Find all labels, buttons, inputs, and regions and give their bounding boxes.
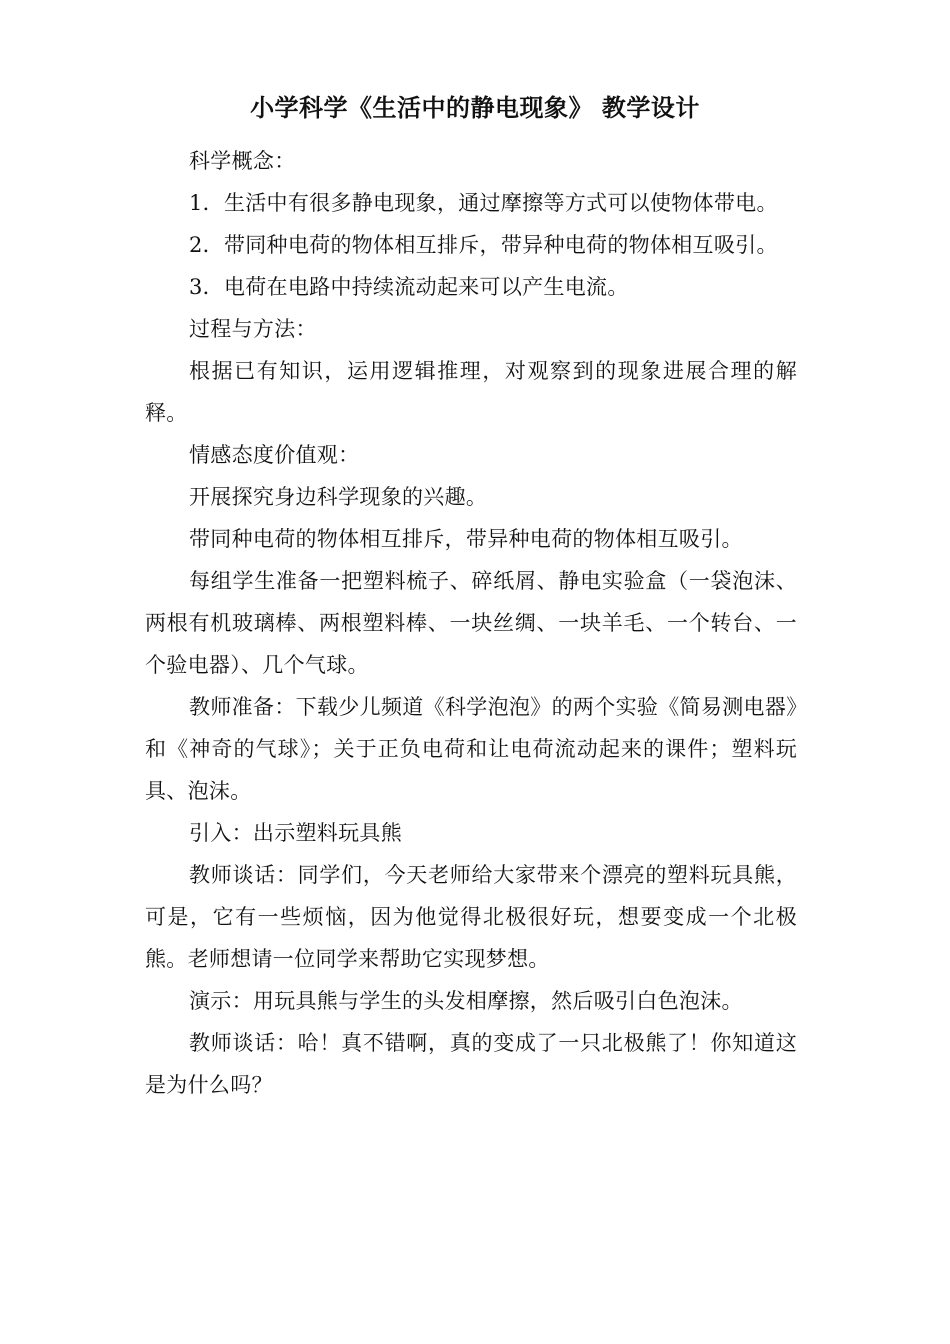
- paragraph-teacher-materials: 教师准备：下载少儿频道《科学泡泡》的两个实验《简易测电器》和《神奇的气球》；关于正负电荷和让电荷流动起来的课件；塑料玩具、泡沫。: [145, 695, 797, 803]
- paragraph-attitude-heading: 情感态度价值观：: [189, 443, 360, 467]
- paragraph-student-materials: 每组学生准备一把塑料梳子、碎纸屑、静电实验盒（一袋泡沫、两根有机玻璃棒、两根塑料棒、一块丝绸、一块羊毛、一个转台、一个验电器）、几个气球。: [145, 569, 797, 677]
- paragraph-attitude-2: 带同种电荷的物体相互排斥，带异种电荷的物体相互吸引。: [189, 527, 743, 551]
- paragraph-demonstration: 演示：用玩具熊与学生的头发相摩擦，然后吸引白色泡沫。: [189, 989, 743, 1013]
- paragraph-concept-2: 2．带同种电荷的物体相互排斥，带异种电荷的物体相互吸引。: [189, 233, 778, 257]
- paragraph-science-concept-heading: 科学概念：: [189, 149, 296, 173]
- paragraph-process-method-heading: 过程与方法：: [189, 317, 317, 341]
- paragraph-concept-1: 1．生活中有很多静电现象，通过摩擦等方式可以使物体带电。: [189, 191, 778, 215]
- paragraph-concept-3: 3．电荷在电路中持续流动起来可以产生电流。: [189, 275, 629, 299]
- paragraph-attitude-1: 开展探究身边科学现象的兴趣。: [189, 485, 488, 509]
- paragraph-teacher-talk-1: 教师谈话：同学们，今天老师给大家带来个漂亮的塑料玩具熊，可是，它有一些烦恼，因为他觉得北极很好玩，想要变成一个北极熊。老师想请一位同学来帮助它实现梦想。: [145, 863, 797, 971]
- document-body: [145, 140, 797, 1106]
- paragraph-introduction: 引入：出示塑料玩具熊: [189, 821, 402, 845]
- paragraph-process-method: 根据已有知识，运用逻辑推理，对观察到的现象进展合理的解释。: [145, 359, 797, 425]
- document-title: 小学科学《生活中的静电现象》 教学设计: [250, 94, 700, 122]
- paragraph-teacher-talk-2: 教师谈话：哈！真不错啊，真的变成了一只北极熊了！你知道这是为什么吗？: [145, 1031, 797, 1097]
